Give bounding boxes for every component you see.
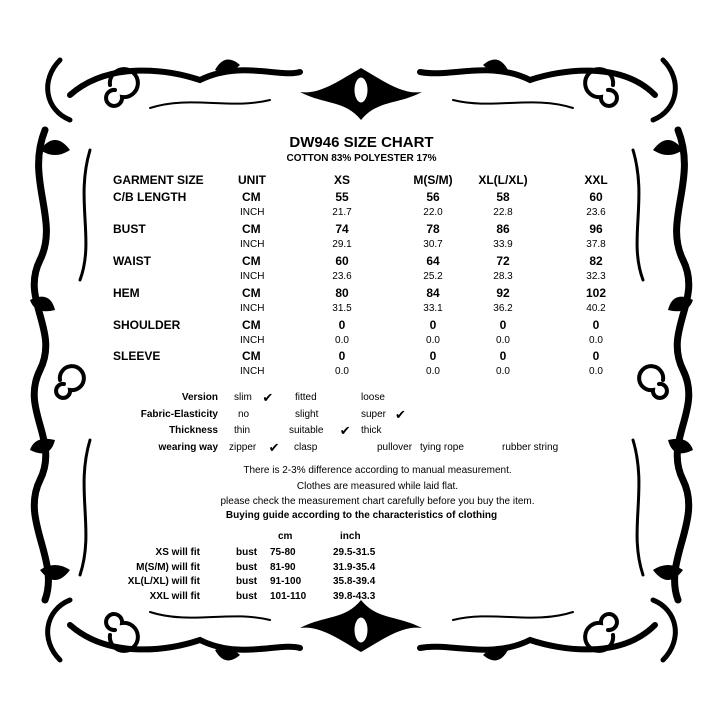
column-header: XXL (584, 173, 608, 187)
attribute-option: no (238, 409, 250, 420)
attribute-option: thick (361, 425, 382, 436)
value-inch: 33.9 (493, 239, 513, 250)
unit-inch: INCH (240, 335, 265, 346)
attribute-option: tying rope (420, 442, 464, 453)
attribute-option: suitable (289, 425, 324, 436)
value-inch: 0.0 (589, 366, 603, 377)
guide-part: bust (236, 576, 258, 587)
value-inch: 32.3 (586, 271, 606, 282)
value-inch: 0.0 (335, 366, 349, 377)
value-cm: 56 (426, 190, 440, 204)
column-header: XS (333, 173, 350, 187)
fabric-composition: COTTON 83% POLYESTER 17% (286, 153, 437, 164)
measurement-label: WAIST (113, 254, 151, 268)
value-inch: 30.7 (423, 239, 443, 250)
value-cm: 84 (426, 286, 440, 300)
value-cm: 58 (496, 190, 510, 204)
column-header: XL(L/XL) (478, 173, 528, 187)
value-cm: 0 (592, 349, 600, 363)
unit-cm: CM (242, 349, 261, 363)
guide-column-header: inch (340, 531, 361, 542)
check-mark-icon: ✔ (339, 423, 351, 438)
guide-inch: 31.9-35.4 (333, 562, 376, 573)
column-header: UNIT (238, 173, 266, 187)
attribute-label: Thickness (169, 425, 218, 436)
value-inch: 0.0 (426, 366, 440, 377)
unit-cm: CM (242, 222, 261, 236)
measurement-label: SHOULDER (113, 318, 181, 332)
note-line: There is 2-3% difference according to manual measurement. (243, 465, 512, 476)
attribute-option: slim (234, 392, 252, 403)
check-mark-icon: ✔ (268, 440, 280, 455)
unit-cm: CM (242, 286, 261, 300)
column-header: GARMENT SIZE (113, 173, 204, 187)
unit-inch: INCH (240, 303, 265, 314)
value-cm: 0 (338, 318, 346, 332)
unit-cm: CM (242, 254, 261, 268)
guide-cm: 101-110 (270, 591, 307, 602)
attribute-option: fitted (295, 392, 317, 403)
note-line: Clothes are measured while laid flat. (296, 481, 459, 492)
value-cm: 0 (499, 318, 507, 332)
value-cm: 0 (499, 349, 507, 363)
unit-inch: INCH (240, 271, 265, 282)
attribute-option: rubber string (502, 442, 559, 453)
value-cm: 0 (338, 349, 346, 363)
chart-title: DW946 SIZE CHART (289, 134, 434, 151)
unit-inch: INCH (240, 207, 265, 218)
value-inch: 22.8 (493, 207, 513, 218)
value-inch: 22.0 (423, 207, 443, 218)
value-inch: 0.0 (589, 335, 603, 346)
value-cm: 64 (426, 254, 440, 268)
value-cm: 78 (426, 222, 440, 236)
check-mark-icon: ✔ (395, 407, 406, 422)
guide-inch: 29.5-31.5 (333, 547, 376, 558)
value-inch: 36.2 (493, 303, 513, 314)
value-inch: 23.6 (586, 207, 606, 218)
value-inch: 25.2 (423, 271, 443, 282)
attribute-option: slight (295, 409, 319, 420)
value-inch: 37.8 (586, 239, 606, 250)
attribute-option: zipper (229, 442, 257, 453)
column-header: M(S/M) (413, 173, 453, 187)
value-cm: 0 (429, 318, 437, 332)
value-inch: 29.1 (332, 239, 352, 250)
value-cm: 55 (335, 190, 349, 204)
note-line: please check the measurement chart carefully before you buy the item. (220, 496, 535, 507)
check-mark-icon: ✔ (262, 390, 274, 405)
value-cm: 0 (429, 349, 437, 363)
guide-size: M(S/M) will fit (136, 562, 200, 573)
value-inch: 21.7 (332, 207, 352, 218)
value-inch: 0.0 (496, 366, 510, 377)
unit-cm: CM (242, 190, 261, 204)
unit-inch: INCH (240, 239, 265, 250)
attribute-label: wearing way (158, 442, 218, 453)
value-cm: 80 (335, 286, 349, 300)
value-cm: 74 (335, 222, 349, 236)
value-inch: 0.0 (426, 335, 440, 346)
value-inch: 28.3 (493, 271, 513, 282)
unit-cm: CM (242, 318, 261, 332)
value-cm: 72 (496, 254, 510, 268)
guide-size: XS will fit (155, 547, 200, 558)
attribute-option: clasp (294, 442, 318, 453)
measurement-label: BUST (113, 222, 146, 236)
unit-inch: INCH (240, 366, 265, 377)
guide-part: bust (236, 562, 258, 573)
guide-part: bust (236, 547, 258, 558)
value-cm: 60 (589, 190, 603, 204)
buying-guide-title: Buying guide according to the characteristics of clothing (225, 510, 498, 521)
value-cm: 60 (335, 254, 349, 268)
value-cm: 82 (589, 254, 603, 268)
value-cm: 92 (496, 286, 510, 300)
guide-part: bust (236, 591, 258, 602)
value-inch: 0.0 (335, 335, 349, 346)
guide-inch: 35.8-39.4 (333, 576, 376, 587)
guide-cm: 81-90 (270, 562, 296, 573)
guide-size: XXL will fit (149, 591, 200, 602)
value-inch: 33.1 (423, 303, 443, 314)
measurement-label: SLEEVE (113, 349, 161, 363)
measurement-label: C/B LENGTH (113, 190, 187, 204)
attribute-label: Fabric-Elasticity (140, 409, 218, 420)
attribute-option: loose (361, 392, 385, 403)
attribute-label: Version (181, 392, 218, 403)
guide-column-header: cm (278, 531, 293, 542)
value-cm: 86 (496, 222, 510, 236)
attribute-option: pullover (377, 442, 413, 453)
value-inch: 0.0 (496, 335, 510, 346)
value-cm: 102 (585, 286, 607, 300)
attribute-option: super (361, 409, 387, 420)
guide-size: XL(L/XL) will fit (127, 576, 200, 587)
attribute-option: thin (234, 425, 251, 436)
guide-inch: 39.8-43.3 (333, 591, 376, 602)
guide-cm: 75-80 (270, 547, 296, 558)
guide-cm: 91-100 (270, 576, 302, 587)
measurement-label: HEM (113, 286, 140, 300)
value-cm: 0 (592, 318, 600, 332)
value-inch: 40.2 (586, 303, 606, 314)
value-cm: 96 (589, 222, 603, 236)
value-inch: 31.5 (332, 303, 352, 314)
value-inch: 23.6 (332, 271, 352, 282)
